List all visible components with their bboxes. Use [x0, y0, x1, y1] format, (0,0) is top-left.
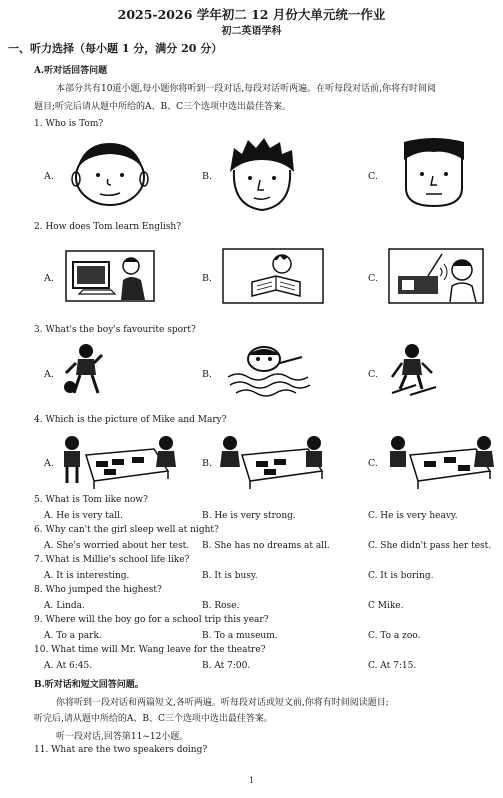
- q4-option-b: B.: [202, 458, 213, 469]
- face-spiky-hair-illustration: [222, 134, 302, 214]
- radio-listening-illustration: [388, 248, 484, 304]
- q1-option-b: B.: [202, 171, 213, 182]
- part-b-sub-instruction: 听一段对话,回答第11~12小题。: [56, 732, 189, 742]
- q7-option-c: C. It is boring.: [368, 571, 434, 581]
- mike-mary-desk-illustration-b: [216, 433, 328, 491]
- mike-mary-desk-illustration-c: [384, 433, 496, 491]
- computer-learning-illustration: [65, 250, 155, 302]
- page-title: 2025-2026 学年初二 12 月份大单元统一作业: [117, 7, 386, 22]
- face-flat-hair-illustration: [398, 136, 470, 210]
- part-b-instruction-1: 你将听到一段对话和两篇短文,各听两遍。听每段对话或短文前,你将有时间阅读题目;: [56, 698, 389, 708]
- q1-option-c: C.: [368, 171, 378, 182]
- question-9: 9. Where will the boy go for a school trip this year?: [34, 615, 269, 625]
- question-8: 8. Who jumped the highest?: [34, 585, 162, 595]
- q2-option-b: B.: [202, 273, 213, 284]
- question-7: 7. What is Millie's school life like?: [34, 555, 190, 565]
- q1-option-a: A.: [44, 171, 54, 182]
- q2-option-a: A.: [44, 273, 54, 284]
- reading-book-illustration: [222, 248, 324, 304]
- question-2: 2. How does Tom learn English?: [34, 222, 182, 232]
- q7-option-b: B. It is busy.: [202, 571, 258, 581]
- question-3: 3. What's the boy's favourite sport?: [34, 325, 196, 335]
- q9-option-c: C. To a zoo.: [368, 631, 421, 641]
- part-a-title: A.听对话回答问题: [34, 66, 108, 76]
- part-b-title: B.听对话和短文回答问题。: [34, 680, 144, 690]
- q10-option-b: B. At 7:00.: [202, 661, 251, 671]
- part-a-instruction-1: 本部分共有10道小题,每小题你将听到一段对话,每段对话听两遍。在听每段对话前,你将有时间阅: [56, 84, 437, 94]
- q8-option-b: B. Rose.: [202, 601, 240, 611]
- question-4: 4. Which is the picture of Mike and Mary?: [34, 415, 227, 425]
- q6-option-b: B. She has no dreams at all.: [202, 541, 330, 551]
- q4-option-a: A.: [44, 458, 54, 469]
- q10-option-a: A. At 6:45.: [44, 661, 93, 671]
- q6-option-a: A. She's worried about her test.: [44, 541, 190, 551]
- mike-mary-desk-illustration-a: [58, 433, 178, 491]
- question-5: 5. What is Tom like now?: [34, 495, 148, 505]
- question-11: 11. What are the two speakers doing?: [34, 745, 208, 755]
- page-number: 1: [248, 776, 255, 785]
- q9-option-b: B. To a museum.: [202, 631, 278, 641]
- q5-option-a: A. He is very tall.: [44, 511, 123, 521]
- skier-illustration: [390, 343, 438, 399]
- q9-option-a: A. To a park.: [44, 631, 102, 641]
- q3-option-a: A.: [44, 369, 54, 380]
- page-subtitle: 初二英语学科: [221, 26, 282, 37]
- q2-option-c: C.: [368, 273, 378, 284]
- q7-option-a: A. It is interesting.: [44, 571, 130, 581]
- q8-option-a: A. Linda.: [44, 601, 85, 611]
- q3-option-b: B.: [202, 369, 213, 380]
- part-a-instruction-2: 题目;听完后请从题中所给的A、B、C三个选项中选出最佳答案。: [34, 102, 292, 112]
- q5-option-c: C. He is very heavy.: [368, 511, 458, 521]
- part-b-instruction-2: 听完后,请从题中所给的A、B、C三个选项中选出最佳答案。: [34, 714, 273, 724]
- basketball-player-illustration: [62, 343, 110, 399]
- q8-option-c: C Mike.: [368, 601, 404, 611]
- swimmer-illustration: [222, 343, 318, 399]
- q4-option-c: C.: [368, 458, 378, 469]
- q3-option-c: C.: [368, 369, 378, 380]
- section-heading: 一、听力选择（每小题 1 分，满分 20 分）: [8, 42, 223, 55]
- face-round-hair-illustration: [64, 137, 156, 209]
- question-6: 6. Why can't the girl sleep well at night?: [34, 525, 219, 535]
- q10-option-c: C. At 7:15.: [368, 661, 417, 671]
- question-10: 10. What time will Mr. Wang leave for the theatre?: [34, 645, 266, 655]
- question-1: 1. Who is Tom?: [34, 119, 104, 129]
- q6-option-c: C. She didn't pass her test.: [368, 541, 492, 551]
- q5-option-b: B. He is very strong.: [202, 511, 296, 521]
